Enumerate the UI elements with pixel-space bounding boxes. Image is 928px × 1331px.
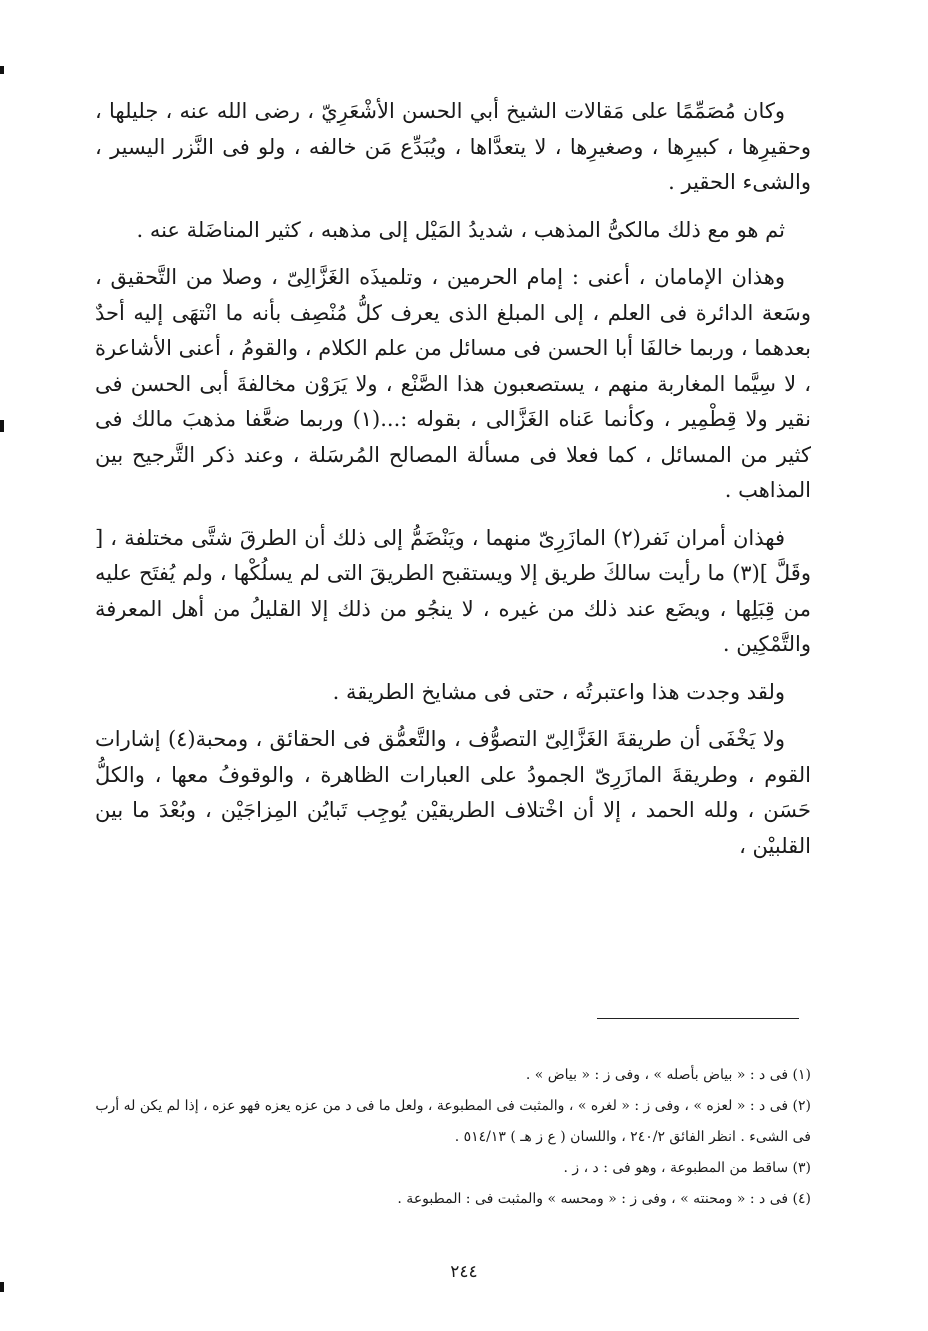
page-number: ٢٤٤ xyxy=(450,1262,478,1282)
paragraph-2: ثم هو مع ذلك مالكىُّ المذهب ، شديدُ المَيْل إلى مذهبه ، كثير المناضَلة عنه . xyxy=(136,217,785,242)
scan-edge-mark-middle xyxy=(0,420,4,432)
paragraph-6: ولا يَخْفَى أن طريقةَ الغَزَّالِىّ التصوُّف ، والتَّعمُّق فى الحقائق ، ومحبة(٤) إشارات القوم ، وطريقةَ المازَرِىّ الجمودُ على العبارات الظاهرة ، والوقوفُ معها ، والكلُّ حَسَن ، ولله الحمد ، إلا أن اخْتلاف الطريقيْن يُوجِب تَبايُن المِزاجَيْن ، وبُعْدَ ما بين القلبيْن ، xyxy=(95,727,811,858)
footnote-2: (٢) فى د : « لعزه » ، وفى ز : « لغره » ، والمثبت فى المطبوعة ، ولعل ما فى د من عزه يعزه فهو عزه ، إذا لم يكن له أرب فى الشىء . انظر الفائق ٢٤٠/٢ ، واللسان ( ع ز هـ ) ٥١٤/١٣ . xyxy=(95,1098,811,1145)
scan-edge-mark-top xyxy=(0,66,4,74)
paragraph-3: وهذان الإمامان ، أعنى : إمام الحرمين ، وتلميذَه الغَزَّالِىّ ، وصلا من التَّحقيق ، وسَعة الدائرة فى العلم ، إلى المبلغ الذى يعرف كلُّ مُنْصِف بأنه ما انْتهَى إليه أحدٌ بعدهما ، وربما خالفَا أبا الحسن فى مسائل من علم الكلام ، والقومُ ، أعنى الأشاعرة ، لا سِيَّما المغاربة منهم ، يستصعبون هذا الصَّنْع ، ولا يَرَوْن مخالفةَ أبى الحسن فى نقير ولا قِطْمِير ، وكأنما عَناه الغَزَّالى ، بقوله :...(١) وربما ضعَّفا مذهبَ مالك فى كثير من المسائل ، كما فعلا فى مسألة المصالح المُرسَلة ، وعند ذكر التَّرجيح بين المذاهب . xyxy=(95,265,811,502)
footnote-4: (٤) فى د : « ومحنته » ، وفى ز : « ومحسه » والمثبت فى : المطبوعة . xyxy=(397,1191,811,1207)
footnotes xyxy=(95,1060,811,1215)
footnote-1: (١) فى د : « بياض بأصله » ، وفى ز : « بياض » . xyxy=(525,1067,811,1083)
paragraph-5: ولقد وجدت هذا واعتبرتُه ، حتى فى مشايخ الطريقة . xyxy=(332,679,785,704)
footnote-3: (٣) ساقط من المطبوعة ، وهو فى : د ، ز . xyxy=(563,1160,811,1176)
paragraph-1: وكان مُصَمِّمًا على مَقالات الشيخ أبي الحسن الأشْعَرِيّ ، رضى الله عنه ، جليلها ، وحقيرِها ، كبيرِها ، وصغيرِها ، لا يتعدَّاها ، ويُبَدِّع مَن خالفه ، ولو فى النَّزر اليسير ، والشىء الحقير . xyxy=(95,99,811,194)
scan-edge-mark-bottom xyxy=(0,1282,4,1292)
main-text xyxy=(95,94,811,876)
paragraph-4: فهذان أمران نَفر(٢) المازَرِىّ منهما ، ويَنْضَمُّ إلى ذلك أن الطرقَ شتَّى مختلفة ، [ وقَلَّ ](٣) ما رأيت سالكَ طريق إلا ويستقبح الطريقَ التى لم يسلُكْها ، ولم يُفتَح عليه من قِبَلِها ، ويضَع عند ذلك من غيره ، لا ينجُو من ذلك إلا القليلُ من أهل المعرفة والتَّمْكِين . xyxy=(95,525,811,656)
footnote-separator xyxy=(597,1018,799,1019)
